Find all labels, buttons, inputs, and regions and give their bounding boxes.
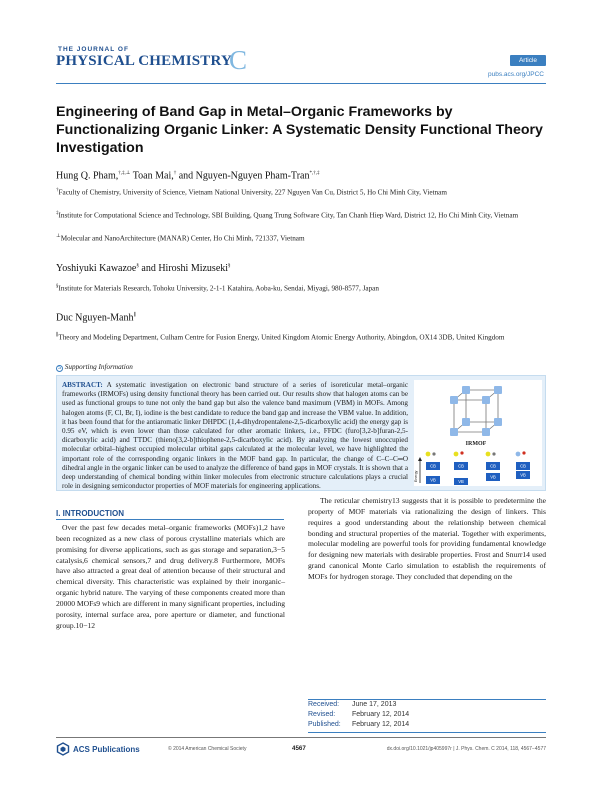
band-cb-label: CB: [430, 463, 436, 469]
irmof-cube: [454, 390, 498, 432]
affiliation-mark: ⊥: [56, 234, 61, 239]
acs-publications-logo[interactable]: [56, 742, 140, 756]
band-vb-label: VB: [430, 477, 436, 483]
history-label: Received:: [308, 701, 340, 708]
author-marks: §: [228, 263, 231, 269]
author-name[interactable]: Toan Mai,: [132, 170, 174, 182]
abstract-body: A systematic investigation on electronic band structure of a series of isoreticular metal–organic frameworks (IRMOFs) using density functional theory has been carried out. Our results show that halogen atoms can be used as functional groups to tune not only the band gap but also the valence band maximum (VBM) in MOFs. Among halogen atoms (F, Cl, Br, I), iodine is the best candidate to reduce the band gap and increase the VBM value. In addition, it has been found that for the antiaromatic linker DHPDC (1,4-dihydropentalene-2,5-dicarboxylic acid) the energy gap is 0.95 eV, which is even lower than those calculated for other aromatic linkers, i.e., FFDC (furo[3,2-b]furan-2,5-dicarboxylic acid) and TTDC (thieno[3,2-b]thiophene-2,5-dicarboxylic acid). By analyzing the lowest unoccupied molecular orbital–highest occupied molecular orbital gaps calculated at the molecular level, we have highlighted the important role of the corresponding organic linkers in the MOF band gap. In particular, the change of C–C–C═O dihedral angle in the organic linker can be used to analyze the difference of band gaps in MOF crystals. It is shown that a deep understanding of chemical bonding within linker molecules from electronic structure calculations plays a crucial role in designing semiconductor properties of MOF materials for engineering applications.: [62, 381, 408, 491]
intro-left-column: [56, 523, 285, 631]
intro-paragraph-2: The reticular chemistry13 suggests that it is possible to predetermine the property of MOF materials via rationalizing the design of linkers. This requires a good understanding about the relationship between chemical bonding and structural properties of the material. Together with experiments, molecular modeling are powerful tools for providing fundamental knowledge for designing new materials with desirable properties. Frost and Snurr14 used grand canonical Monte Carlo simulation to establish the requirements of MOFs for hydrogen storage. They concluded that depending on the: [308, 496, 546, 581]
supporting-label: Supporting Information: [64, 363, 133, 371]
history-value: February 12, 2014: [352, 711, 410, 718]
affiliation: [56, 232, 546, 243]
history-value: February 12, 2014: [352, 721, 410, 728]
history-divider-bottom: [308, 732, 546, 733]
journal-url-link[interactable]: pubs.acs.org/JPCC: [488, 71, 544, 78]
affiliation: [56, 331, 546, 342]
author-name[interactable]: Hung Q. Pham,: [56, 170, 119, 182]
intro-paragraph-1: Over the past few decades metal–organic frameworks (MOFs)1,2 have been recognized as a new class of porous crystalline materials which are promising for diverse applications, such as gas storage and separation,3−5 catalysis,6 chemical sensors,7 and drug delivery.8 Furthermore, MOFs have also attracted a great deal of attention because of their structural and chemical diversity. This characteristic was explained by their inorganic–organic hybrid nature. The varying of these components created more than 20000 MOFs9 which are different in many significant properties, including porosity, internal surface area, pore aperture or diameter, and functional group.10−12: [56, 523, 285, 630]
history-label: Revised:: [308, 711, 336, 718]
affiliation: [56, 186, 546, 197]
page-number: 4567: [292, 745, 306, 752]
journal-name-small: THE JOURNAL OF: [58, 46, 129, 53]
affiliation-text: Institute for Materials Research, Tohoku University, 2-1-1 Katahira, Aoba-ku, Sendai, Miyagi, 980-8577, Japan: [58, 284, 379, 293]
band-vb-label: VB: [490, 474, 496, 480]
affiliation-mark: †: [56, 188, 59, 193]
author-line-1: [56, 170, 319, 181]
energy-axis-label: Energy: [414, 470, 418, 482]
author-name[interactable]: Duc Nguyen-Manh: [56, 312, 134, 324]
article-history: [308, 700, 546, 730]
intro-right-column: [308, 496, 546, 583]
section-divider: [56, 519, 284, 520]
author-marks: ∥: [133, 313, 136, 318]
toc-irmof-label: IRMOF: [465, 441, 487, 447]
article-type-badge: Article: [510, 55, 546, 66]
author-line-2: [56, 263, 231, 274]
history-row: [308, 720, 546, 730]
affiliation-mark: §: [56, 284, 59, 289]
band-cb-label: CB: [458, 463, 464, 469]
section-heading-introduction: I. INTRODUCTION: [56, 509, 124, 518]
author-marks: *,†,‡: [309, 171, 320, 176]
author-marks: †: [173, 171, 177, 176]
journal-logo: [56, 44, 246, 78]
energy-axis-arrow: [418, 457, 422, 461]
header-divider: [56, 83, 546, 84]
affiliation-text: Theory and Modeling Department, Culham Centre for Fusion Energy, United Kingdom Atomic Energy Authority, Abingdon, OX14 3DB, United Kingdom: [58, 333, 505, 342]
supporting-information-link[interactable]: [56, 363, 133, 372]
toc-figure: [414, 380, 542, 486]
band-vb-label: VB: [520, 472, 526, 478]
doi-link[interactable]: dx.doi.org/10.1021/jp405997r | J. Phys. Chem. C 2014, 118, 4567−4577: [386, 746, 546, 752]
toc-graphic: [414, 380, 542, 486]
article-title: Engineering of Band Gap in Metal–Organic Frameworks by Functionalizing Organic Linker: A Systematic Density Functional Theory Investigation: [56, 104, 543, 156]
journal-name-big: PHYSICAL CHEMISTRY: [56, 53, 233, 69]
affiliation-mark: ‡: [56, 211, 59, 216]
author-name[interactable]: Yoshiyuki Kawazoe: [56, 263, 137, 274]
copyright-text: © 2014 American Chemical Society: [168, 746, 247, 752]
journal-letter: C: [229, 45, 248, 75]
author-name[interactable]: and Nguyen-Nguyen Pham-Tran: [178, 170, 310, 182]
affiliation-text: Faculty of Chemistry, University of Science, Vietnam National University, 227 Nguyen Van Cu, District 5, Ho Chi Minh City, Vietnam: [58, 188, 447, 197]
publisher-name: ACS Publications: [73, 744, 140, 754]
history-row: [308, 710, 546, 720]
author-marks: †,‡,⊥: [118, 171, 131, 176]
band-cb-label: CB: [520, 463, 526, 469]
author-marks: §: [136, 263, 139, 269]
abstract: [62, 381, 408, 491]
affiliation-mark: ∥: [56, 333, 59, 338]
affiliation-text: Molecular and NanoArchitecture (MANAR) Center, Ho Chi Minh, 721337, Vietnam: [60, 234, 305, 243]
band-vb-label: VB: [458, 479, 464, 484]
affiliation-text: Institute for Computational Science and Technology, SBI Building, Quang Trung Software City, Tan Chanh Hiep Ward, District 12, Ho Chi Minh City, Vietnam: [58, 211, 519, 220]
author-line-3: [56, 312, 136, 323]
metal-nodes: [450, 386, 502, 436]
footer-divider: [56, 737, 546, 738]
affiliation: [56, 282, 546, 293]
history-label: Published:: [308, 721, 341, 728]
history-row: [308, 700, 546, 710]
band-cb-label: CB: [490, 463, 496, 469]
info-icon: S: [57, 365, 62, 371]
abstract-label: ABSTRACT:: [62, 381, 103, 389]
history-value: June 17, 2013: [352, 701, 397, 708]
acs-hexagon-icon: [56, 742, 70, 756]
linker-molecules: [426, 451, 526, 456]
affiliation: [56, 209, 546, 220]
author-name[interactable]: and Hiroshi Mizuseki: [141, 263, 229, 274]
